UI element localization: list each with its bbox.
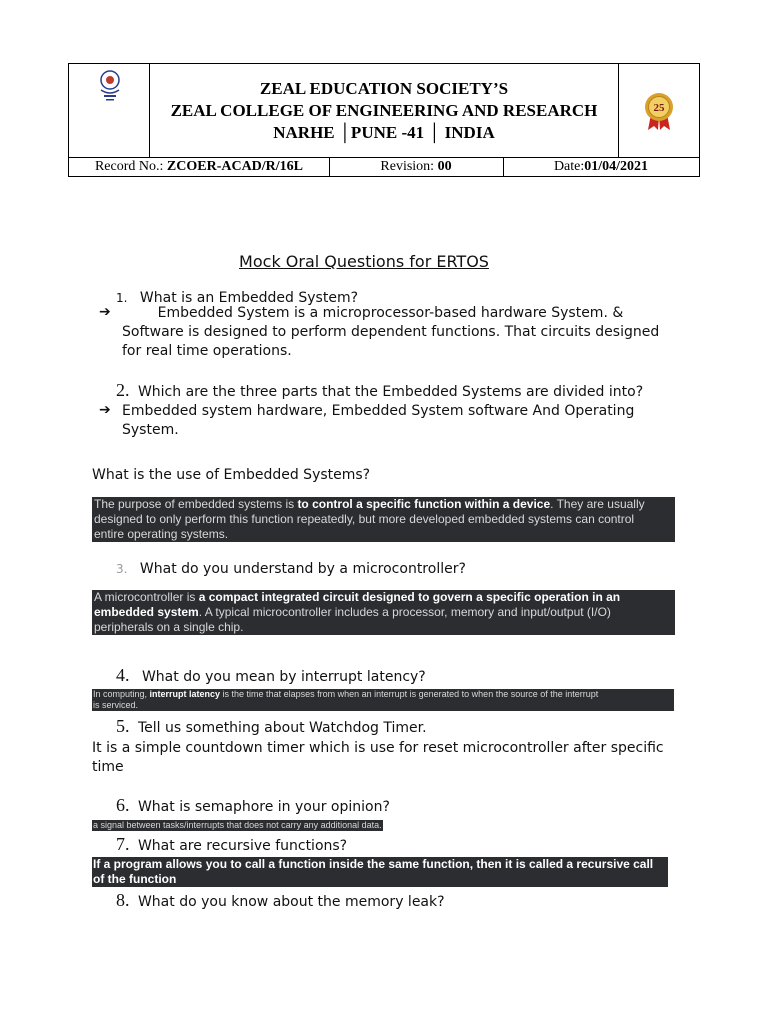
answer-3: A microcontroller is a compact integrated circuit designed to govern a specific operation in an embedded system. A typical microcontroller includes a processor, memory and input/output (I/O) peripherals on a single chip. [92,590,675,635]
arrow-bullet-icon: ➔ [99,304,111,320]
badge-number: 25 [653,102,665,114]
document-header [68,63,700,158]
answer-4: In computing, interrupt latency is the time that elapses from when an interrupt is generated to when the source of the interrupt is serviced. [92,689,674,711]
logo-cell [69,64,150,157]
record-number: Record No.: ZCOER-ACAD/R/16L [69,158,330,176]
25-years-badge-icon [642,92,676,132]
question-3: 3. What do you understand by a microcontroller? [116,561,466,577]
answer-2: Embedded system hardware, Embedded System software And Operating System. [122,403,635,438]
answer-1: Embedded System is a microprocessor-based hardware System. & Software is designed to perform dependent functions. That circuits designed for real time operations. [122,305,660,359]
answer-5: It is a simple countdown timer which is use for reset microcontroller after specific time [92,740,664,775]
question-7: 7. What are recursive functions? [116,834,348,854]
arrow-bullet-icon: ➔ [99,402,111,418]
answer-7: If a program allows you to call a function inside the same function, then it is called a recursive call of the function [92,857,668,887]
question-8: 8. What do you know about the memory leak? [116,890,445,910]
zeal-emblem-icon [95,68,125,104]
answer-6: a signal between tasks/interrupts that does not carry any additional data. [93,820,382,830]
badge-cell [618,64,699,157]
header-line-1: ZEAL EDUCATION SOCIETY’S [259,79,509,98]
question-5: 5. Tell us something about Watchdog Timer. [116,716,427,736]
question-2: 2. Which are the three parts that the Embedded Systems are divided into? [116,380,644,400]
question-use: What is the use of Embedded Systems? [92,467,371,483]
record-row [68,158,700,177]
question-1: 1. What is an Embedded System? [116,290,359,306]
answer-use: The purpose of embedded systems is to control a specific function within a device. They are usually designed to only perform this function repeatedly, but more developed embedded systems can control entire operating systems. [92,497,675,542]
institution-name [149,78,619,144]
revision: Revision: 00 [329,158,504,176]
page-title: Mock Oral Questions for ERTOS [239,252,489,271]
header-line-2: ZEAL COLLEGE OF ENGINEERING AND RESEARCH [170,101,598,120]
question-4: 4. What do you mean by interrupt latency? [116,665,426,685]
question-6: 6. What is semaphore in your opinion? [116,795,390,815]
record-date: Date:01/04/2021 [553,159,649,174]
header-line-3: NARHE │PUNE -41 │ INDIA [273,123,495,142]
